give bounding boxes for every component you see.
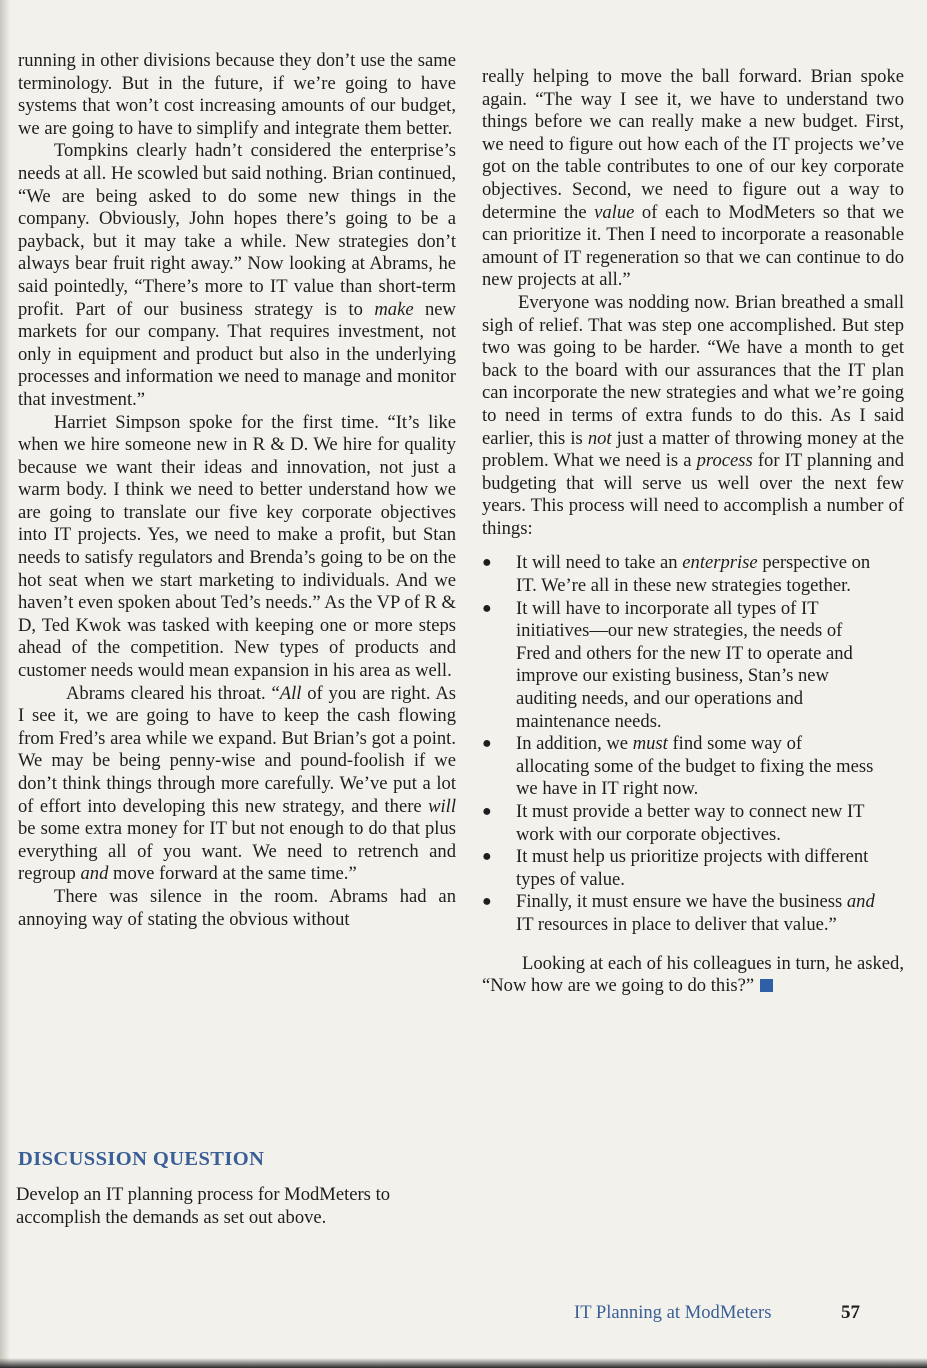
paragraph [18, 50, 456, 140]
right-column [482, 66, 904, 998]
bullet-icon: ● [482, 735, 492, 753]
paragraph-text: running in other divisions because they don’t use the same terminology. But in the future, if we’re going to have systems that won’t cost increasing amounts of our budget, we are going to have to simplify and integrate them better. [18, 50, 456, 139]
list-item-text: Finally, it must ensure we have the business [516, 891, 847, 913]
bullet-icon: ● [482, 893, 492, 911]
list-item-text: IT resources in place to deliver that value.” [516, 913, 837, 935]
paragraph-text: for IT planning and budgeting that will serve us well over the next few years. This process will need to accomplish a number of things: [482, 450, 904, 539]
paragraph-text: just a matter of throwing money at the problem. What we need is a [482, 427, 904, 472]
paragraph-text: Abrams cleared his throat. “ [66, 682, 280, 704]
paragraph-text: move forward at the same time.” [108, 863, 357, 885]
paragraph [18, 412, 456, 683]
list-item-text: It will have to incorporate all types of IT initiatives—our new strategies, the needs of Fred and others for the new IT to operate and improve our existing business, Stan’s new auditing needs, and our operations and maintenance needs. [516, 597, 853, 732]
list-item-text: perspective on IT. We’re all in these new strategies together. [516, 552, 871, 597]
list-item-text: In addition, we [516, 733, 633, 755]
emphasis: must [632, 733, 668, 755]
bullet-list [482, 552, 904, 936]
paragraph [482, 953, 904, 998]
left-column [18, 50, 456, 931]
emphasis: make [374, 298, 414, 320]
bullet-icon: ● [482, 848, 492, 866]
emphasis: value [594, 201, 635, 223]
list-item [482, 801, 880, 846]
paragraph-text: of you are right. As I see it, we are going to have to keep the cash flowing from Fred’s area while we expand. But Brian’s got a point. We may be being penny-wise and pound-foolish if we don’t think things through more carefully. We’ve put a lot of effort into developing this new strategy, and there [18, 682, 456, 817]
list-item-text: It must help us prioritize projects with different types of value. [516, 846, 869, 890]
page-bottom-edge [0, 1358, 927, 1368]
list-item [482, 598, 880, 734]
paragraph-text: Harriet Simpson spoke for the first time. “It’s like when we hire someone new in R & D. We hire for quality because we want their ideas and innovation, not just a warm body. I think we need to better understand how we are going to translate our five key corporate objectives into IT projects. Yes, we need to make a profit, but Stan needs to satisfy regulators and Brenda’s going to be on the hot seat when we start marketing to individuals. And we haven’t even spoken about Ted’s needs.” As the VP of R & D, Ted Kwok was tasked with keeping one or more steps ahead of the competition. New types of products and customer needs would mean expansion in his area as well. [18, 411, 456, 682]
bullet-icon: ● [482, 803, 492, 820]
list-item [482, 891, 880, 936]
emphasis: and [80, 863, 109, 885]
paragraph-text: Everyone was nodding now. Brian breathed a small sigh of relief. That was step one accomplished. But step two was going to be harder. “We have a month to get back to the board with our assurances that the IT plan can incorporate the new strategies and what we’re going to need in terms of extra funds to do this. As I said earlier, this is [482, 291, 904, 449]
paragraph-text: new markets for our company. That requires investment, not only in equipment and product but also in the underlying processes and information we need to manage and monitor that investment.” [18, 298, 456, 410]
discussion-question-text: Develop an IT planning process for ModMeters to accomplish the demands as set out above. [16, 1184, 391, 1228]
paragraph [482, 66, 904, 292]
emphasis: process [696, 450, 753, 472]
paragraph-text: be some extra money for IT but not enough to do that plus everything all of you want. We need to retrench and regroup [18, 818, 456, 885]
bullet-icon: ● [482, 599, 492, 617]
paragraph-text: really helping to move the ball forward. Brian spoke again. “The way I see it, we have to understand two things before we can really make a new budget. First, we need to figure out how each of the IT projects we’ve got on the table contributes to one of our key corporate objectives. Second, we need to figure out a way to determine the [482, 66, 904, 223]
paragraph [18, 886, 456, 931]
paragraph-text: There was silence in the room. Abrams had an annoying way of stating the obvious without [18, 885, 456, 930]
paragraph-text: of each to ModMeters so that we can prioritize it. Then I need to incorporate a reasonable amount of IT regeneration so that we can continue to do new projects at all.” [482, 201, 904, 291]
paragraph [18, 683, 456, 886]
end-of-section-icon [760, 979, 773, 992]
emphasis: will [428, 795, 456, 817]
list-item-text: It must provide a better way to connect new IT work with our corporate objectives. [516, 801, 865, 845]
paragraph [18, 140, 456, 411]
list-item [482, 733, 880, 801]
list-item [482, 846, 880, 891]
list-item-text: It will need to take an [516, 552, 683, 574]
bullet-icon: ● [482, 554, 492, 572]
list-item [482, 552, 880, 597]
running-footer-title: IT Planning at ModMeters [574, 1302, 772, 1323]
emphasis: not [587, 427, 612, 449]
paragraph-text: Tompkins clearly hadn’t considered the enterprise’s needs at all. He scowled but said nothing. Brian continued, “We are being asked to do some new things in the company. Obviously, John hopes there’s going to be a payback, but it may take a while. New strategies don’t always bear fruit right away.” Now looking at Abrams, he said pointedly, “There’s more to IT value than short-term profit. Part of our business strategy is to [18, 140, 456, 320]
page-number: 57 [841, 1302, 860, 1323]
paragraph-text: Looking at each of his colleagues in turn, he asked, “Now how are we going to do this?” [482, 952, 904, 997]
page-gutter-shadow [0, 0, 10, 1368]
emphasis: enterprise [682, 552, 758, 574]
emphasis: All [279, 682, 302, 704]
paragraph [482, 292, 904, 541]
discussion-question-heading: DISCUSSION QUESTION [18, 1148, 265, 1170]
emphasis: and [846, 891, 875, 913]
list-item-text: find some way of allocating some of the budget to fixing the mess we have in IT right now. [516, 733, 874, 800]
